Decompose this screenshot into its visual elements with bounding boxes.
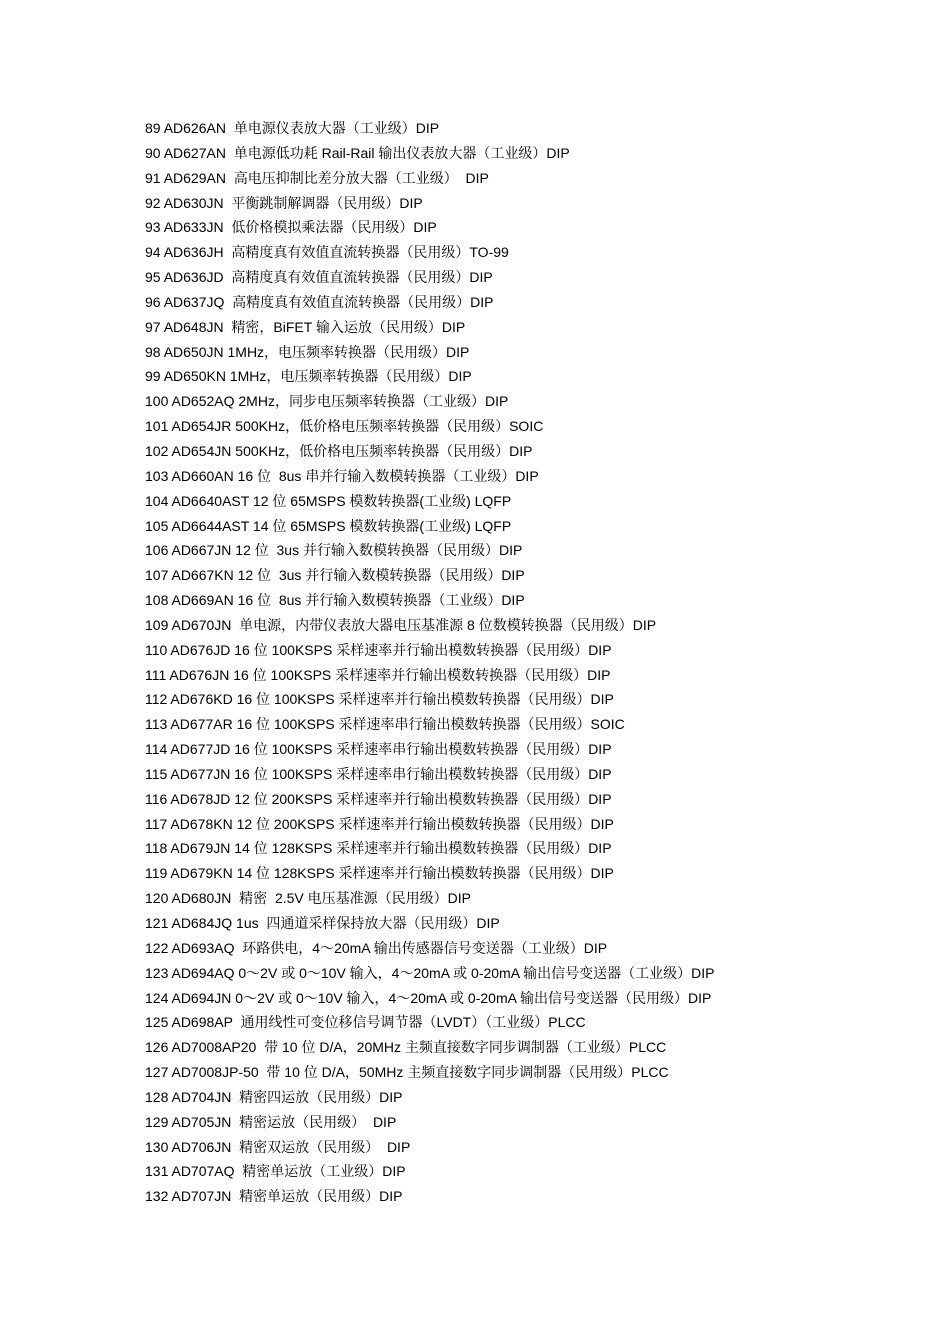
list-item: 99 AD650KN 1MHz，电压频率转换器（民用级）DIP — [145, 368, 472, 385]
list-item: 110 AD676JD 16 位 100KSPS 采样速率并行输出模数转换器（民用级）DIP — [145, 641, 612, 658]
list-item: 123 AD694AQ 0～2V 或 0～10V 输入，4～20mA 或 0-20mA 输出信号变送器（工业级）DIP — [145, 964, 715, 981]
list-item: 132 AD707JN 精密单运放（民用级）DIP — [145, 1188, 403, 1205]
list-item: 108 AD669AN 16 位 8us 并行输入数模转换器（工业级）DIP — [145, 592, 525, 609]
list-item: 117 AD678KN 12 位 200KSPS 采样速率并行输出模数转换器（民用级）DIP — [145, 815, 614, 832]
list-item: 97 AD648JN 精密，BiFET 输入运放（民用级）DIP — [145, 318, 466, 335]
list-item: 111 AD676JN 16 位 100KSPS 采样速率并行输出模数转换器（民用级）DIP — [145, 666, 611, 683]
list-item: 93 AD633JN 低价格模拟乘法器（民用级）DIP — [145, 219, 437, 236]
list-item: 122 AD693AQ 环路供电，4～20mA 输出传感器信号变送器（工业级）DIP — [145, 939, 608, 956]
list-item: 116 AD678JD 12 位 200KSPS 采样速率并行输出模数转换器（民用级）DIP — [145, 790, 612, 807]
list-item: 96 AD637JQ 高精度真有效值直流转换器（民用级）DIP — [145, 293, 494, 310]
list-item: 118 AD679JN 14 位 128KSPS 采样速率并行输出模数转换器（民用级）DIP — [145, 840, 612, 857]
list-item: 131 AD707AQ 精密单运放（工业级）DIP — [145, 1163, 406, 1180]
component-list — [145, 116, 925, 1209]
list-item: 104 AD6640AST 12 位 65MSPS 模数转换器(工业级) LQFP — [145, 492, 512, 509]
list-item: 106 AD667JN 12 位 3us 并行输入数模转换器（民用级）DIP — [145, 542, 523, 559]
list-item: 126 AD7008AP20 带 10 位 D/A，20MHz 主频直接数字同步调制器（工业级）PLCC — [145, 1039, 667, 1056]
list-item: 113 AD677AR 16 位 100KSPS 采样速率串行输出模数转换器（民用级）SOIC — [145, 716, 625, 733]
list-item: 91 AD629AN 高电压抑制比差分放大器（工业级） DIP — [145, 169, 489, 186]
list-item: 98 AD650JN 1MHz，电压频率转换器（民用级）DIP — [145, 343, 470, 360]
list-item: 112 AD676KD 16 位 100KSPS 采样速率并行输出模数转换器（民用级）DIP — [145, 691, 614, 708]
list-item: 107 AD667KN 12 位 3us 并行输入数模转换器（民用级）DIP — [145, 567, 525, 584]
list-item: 130 AD706JN 精密双运放（民用级） DIP — [145, 1138, 411, 1155]
list-item: 94 AD636JH 高精度真有效值直流转换器（民用级）TO-99 — [145, 244, 509, 261]
list-item: 95 AD636JD 高精度真有效值直流转换器（民用级）DIP — [145, 269, 493, 286]
list-item: 109 AD670JN 单电源，内带仪表放大器电压基准源 8 位数模转换器（民用级）DIP — [145, 616, 657, 633]
list-item: 121 AD684JQ 1us 四通道采样保持放大器（民用级）DIP — [145, 915, 500, 931]
list-item: 120 AD680JN 精密 2.5V 电压基准源（民用级）DIP — [145, 890, 471, 907]
list-item: 102 AD654JN 500KHz，低价格电压频率转换器（民用级）DIP — [145, 442, 533, 459]
list-item: 129 AD705JN 精密运放（民用级） DIP — [145, 1113, 397, 1130]
list-item: 103 AD660AN 16 位 8us 串并行输入数模转换器（工业级）DIP — [145, 467, 539, 484]
list-item: 128 AD704JN 精密四运放（民用级）DIP — [145, 1088, 403, 1105]
list-item: 89 AD626AN 单电源仪表放大器（工业级）DIP — [145, 120, 440, 136]
list-item: 114 AD677JD 16 位 100KSPS 采样速率串行输出模数转换器（民用级）DIP — [145, 741, 612, 758]
list-item: 105 AD6644AST 14 位 65MSPS 模数转换器(工业级) LQFP — [145, 517, 512, 534]
list-item: 125 AD698AP 通用线性可变位移信号调节器（LVDT）（工业级）PLCC — [145, 1014, 586, 1031]
list-item: 100 AD652AQ 2MHz，同步电压频率转换器（工业级）DIP — [145, 393, 509, 410]
list-item: 124 AD694JN 0～2V 或 0～10V 输入，4～20mA 或 0-20mA 输出信号变送器（民用级）DIP — [145, 989, 712, 1006]
list-item: 119 AD679KN 14 位 128KSPS 采样速率并行输出模数转换器（民用级）DIP — [145, 865, 614, 882]
list-item: 127 AD7008JP-50 带 10 位 D/A，50MHz 主频直接数字同步调制器（民用级）PLCC — [145, 1064, 669, 1081]
list-item: 90 AD627AN 单电源低功耗 Rail-Rail 输出仪表放大器（工业级）DIP — [145, 144, 570, 161]
list-item: 115 AD677JN 16 位 100KSPS 采样速率串行输出模数转换器（民用级）DIP — [145, 765, 612, 782]
list-item: 101 AD654JR 500KHz，低价格电压频率转换器（民用级）SOIC — [145, 418, 544, 435]
list-item: 92 AD630JN 平衡跳制解调器（民用级）DIP — [145, 194, 423, 211]
